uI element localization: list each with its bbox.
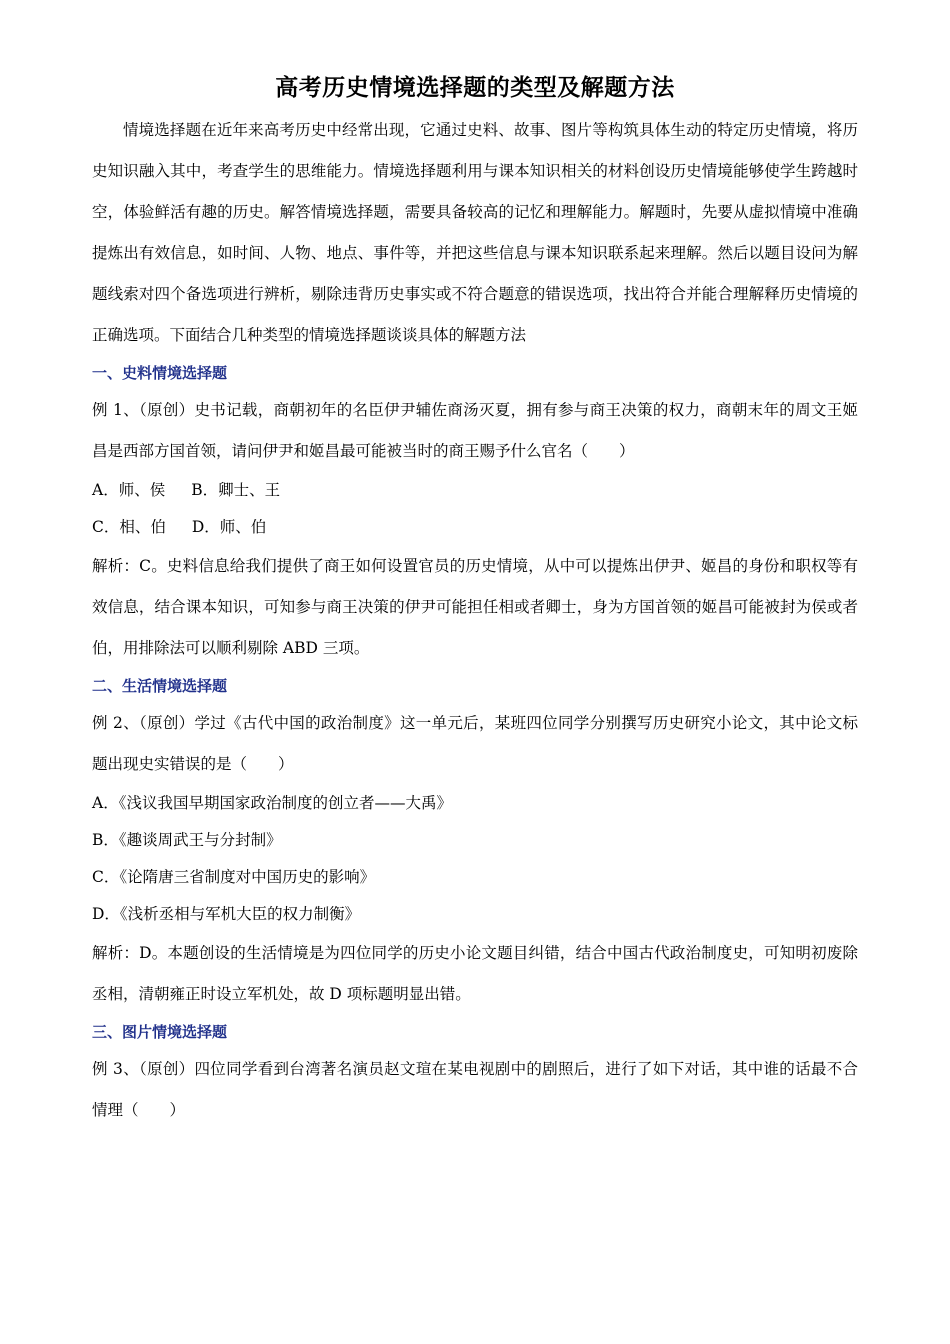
option-2a: A．《浅议我国早期国家政治制度的创立者——大禹》 [92,794,452,812]
section-heading-1: 一、史料情境选择题 [92,364,228,382]
option-2d: D．《浅析丞相与军机大臣的权力制衡》 [92,905,361,923]
section-heading-3: 三、图片情境选择题 [92,1023,228,1041]
question-1: 例 1、（原创）史书记载，商朝初年的名臣伊尹辅佐商汤灭夏，拥有参与商王决策的权力，商朝末年的周文王姬昌是西部方国首领，请问伊尹和姬昌最可能被当时的商王赐予什么官名（ ） [92,401,858,460]
option-2c: C．《论隋唐三省制度对中国历史的影响》 [92,868,376,886]
option-1c: C．相、伯 [92,518,166,536]
option-1a: A．师、侯 [92,481,166,499]
question-2: 例 2、（原创）学过《古代中国的政治制度》这一单元后，某班四位同学分别撰写历史研究小论文，其中论文标题出现史实错误的是（ ） [92,714,858,773]
intro-paragraph: 情境选择题在近年来高考历史中经常出现，它通过史料、故事、图片等构筑具体生动的特定历史情境，将历史知识融入其中，考查学生的思维能力。情境选择题利用与课本知识相关的材料创设历史情境能够使学生跨越时空，体验鲜活有趣的历史。解答情境选择题，需要具备较高的记忆和理解能力。解题时，先要从虚拟情境中准确提炼出有效信息，如时间、人物、地点、事件等，并把这些信息与课本知识联系起来理解。然后以题目设问为解题线索对四个备选项进行辨析，剔除违背历史事实或不符合题意的错误选项，找出符合并能合理解释历史情境的正确选项。下面结合几种类型的情境选择题谈谈具体的解题方法 [92,121,858,344]
section-heading-2: 二、生活情境选择题 [92,677,228,695]
document-title: 高考历史情境选择题的类型及解题方法 [275,75,675,101]
option-2b: B．《趣谈周武王与分封制》 [92,831,282,849]
options-row-1 [92,472,858,509]
analysis-2: 解析：D。本题创设的生活情境是为四位同学的历史小论文题目纠错，结合中国古代政治制度史，可知明初废除丞相，清朝雍正时设立军机处，故 D 项标题明显出错。 [92,944,858,1003]
analysis-1: 解析：C。史料信息给我们提供了商王如何设置官员的历史情境，从中可以提炼出伊尹、姬昌的身份和职权等有效信息，结合课本知识，可知参与商王决策的伊尹可能担任相或者卿士，身为方国首领的姬昌可能被封为侯或者伯，用排除法可以顺利剔除 ABD 三项。 [92,557,858,657]
option-1b: B．卿士、王 [191,481,281,499]
document-page [92,70,858,1131]
options-row-2 [92,509,858,546]
option-1d: D．师、伯 [191,518,267,536]
question-3: 例 3、（原创）四位同学看到台湾著名演员赵文瑄在某电视剧中的剧照后，进行了如下对话，其中谁的话最不合情理（ ） [92,1060,858,1119]
